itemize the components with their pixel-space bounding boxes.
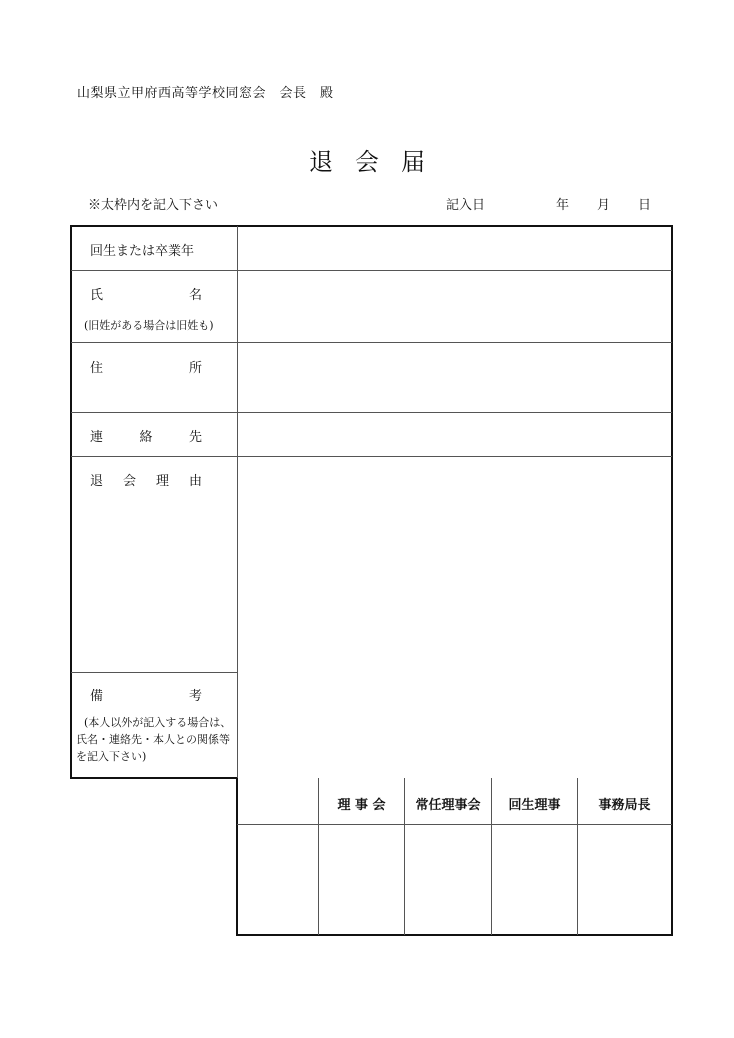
date-day-label: 日: [638, 198, 652, 213]
addressee: 山梨県立甲府西高等学校同窓会 会長 殿: [77, 86, 334, 101]
label-remarks-char: 備: [90, 689, 104, 704]
label-remarks: [90, 685, 202, 704]
date-label: 記入日: [446, 198, 486, 213]
approval-header-board: 理 事 会: [337, 798, 386, 813]
label-reason-char: 理: [155, 474, 169, 489]
label-address-char: 所: [188, 361, 202, 376]
approval-header-secretary-general: 事務局長: [598, 798, 651, 813]
label-divider: [237, 226, 238, 778]
form-border-bottom: [237, 934, 673, 936]
row-separator: [71, 270, 672, 271]
row-separator: [71, 456, 672, 457]
page-title: 退会届: [309, 148, 447, 176]
label-name-char: 氏: [90, 288, 104, 303]
approval-row-separator: [237, 824, 672, 825]
label-remarks-note: (本人以外が記入する場合は、氏名・連絡先・本人との関係等を記入下さい): [76, 716, 232, 763]
form-border-bottom-left: [70, 777, 238, 779]
form-border-right: [671, 225, 673, 936]
instruction-note: ※太枠内を記入下さい: [88, 198, 219, 213]
label-contact-char: 絡: [139, 430, 153, 445]
label-remarks-char: 考: [188, 689, 202, 704]
label-reason-char: 退: [90, 474, 104, 489]
form-border-top: [70, 225, 673, 227]
label-contact-char: 連: [90, 430, 104, 445]
label-contact: [90, 426, 202, 445]
label-reason: [90, 470, 202, 489]
label-name-char: 名: [188, 288, 202, 303]
approval-border-left: [236, 777, 238, 936]
label-reason-char: 由: [188, 474, 202, 489]
date-month-label: 月: [597, 198, 611, 213]
approval-header-class-director: 回生理事: [508, 798, 561, 813]
label-reason-char: 会: [122, 474, 136, 489]
label-name-note: (旧姓がある場合は旧姓も): [84, 319, 214, 332]
label-address: [90, 357, 202, 376]
row-separator: [71, 672, 237, 673]
label-contact-char: 先: [188, 430, 202, 445]
label-address-char: 住: [90, 361, 104, 376]
form-border-left: [70, 225, 72, 778]
label-name: [90, 284, 202, 303]
date-year-label: 年: [556, 198, 570, 213]
row-separator: [71, 412, 672, 413]
label-graduation-year: 回生または卒業年: [90, 244, 195, 259]
row-separator: [71, 342, 672, 343]
approval-header-standing-board: 常任理事会: [415, 798, 481, 813]
